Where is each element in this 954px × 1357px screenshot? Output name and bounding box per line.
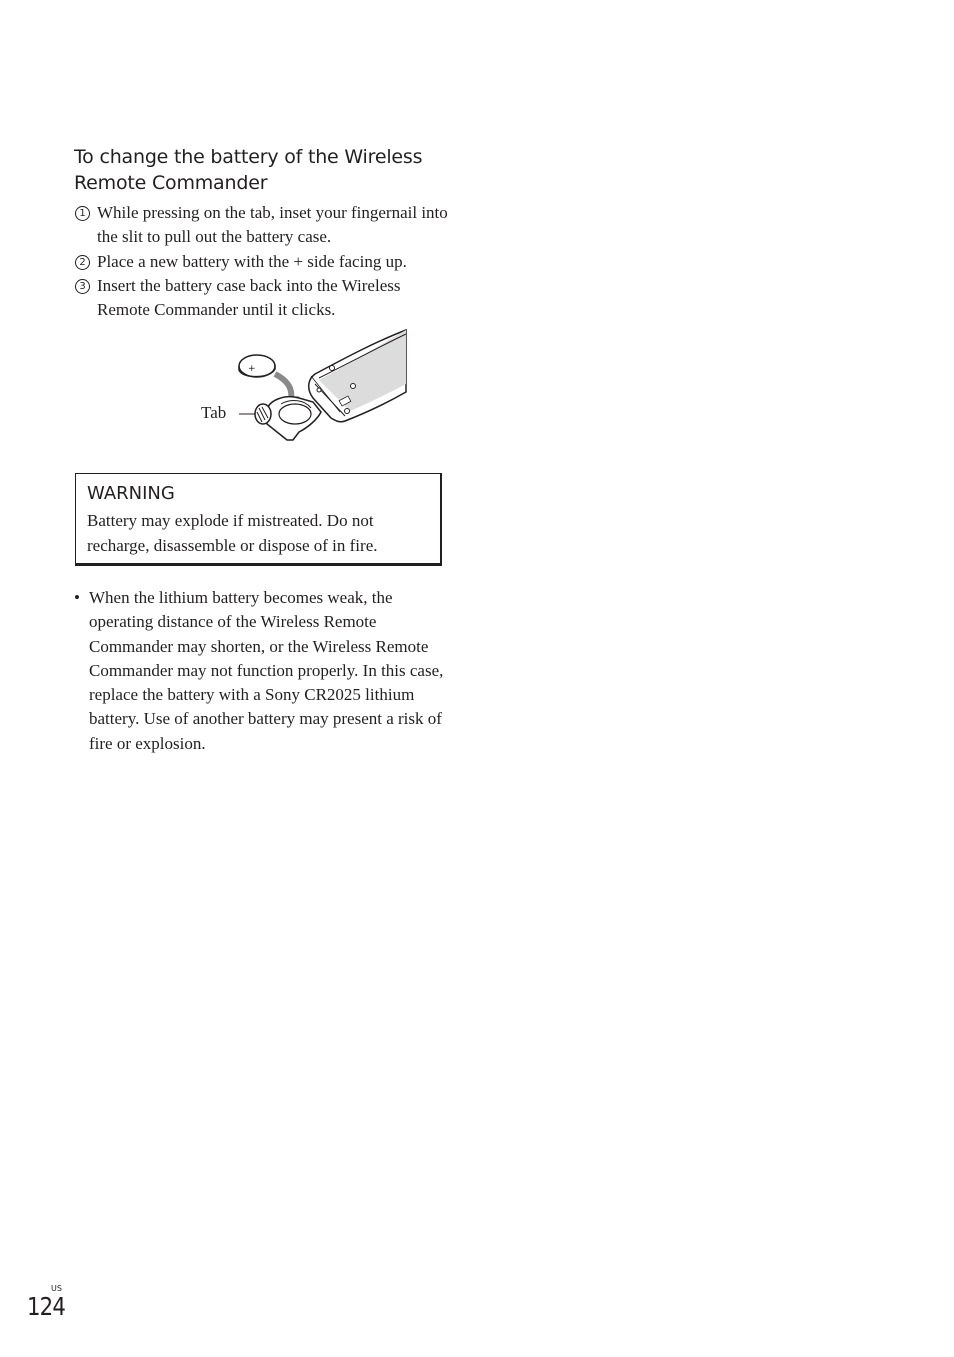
steps-list xyxy=(74,201,449,322)
step-item xyxy=(74,274,449,323)
page-number: 124 xyxy=(27,1292,66,1321)
region-code: US xyxy=(51,1284,62,1293)
note-text: When the lithium battery becomes weak, the operating distance of the Wireless Remote Commander may shorten, or the Wireless Remote Commander may not function properly. In this case, replace the battery with a Sony CR2025 lithium battery. Use of another battery may present a risk of fire or explosion. xyxy=(89,588,444,753)
step-number: 3 xyxy=(75,279,90,294)
tab-label: Tab xyxy=(201,403,227,422)
step-text: Insert the battery case back into the Wireless Remote Commander until it clicks. xyxy=(97,275,401,320)
step-number: 2 xyxy=(75,255,90,270)
remote-battery-diagram-icon xyxy=(195,328,410,448)
step-text: Place a new battery with the + side facing up. xyxy=(97,251,407,271)
warning-text: Battery may explode if mistreated. Do not recharge, disassemble or dispose of in fire. xyxy=(87,511,378,555)
battery-plus-mark: + xyxy=(248,364,256,374)
warning-box xyxy=(75,473,442,566)
step-text: While pressing on the tab, inset your fingernail into the slit to pull out the battery case. xyxy=(97,203,448,247)
step-item xyxy=(74,250,449,274)
note-item xyxy=(74,586,444,756)
section-heading: To change the battery of the Wireless Remote Commander xyxy=(74,146,423,194)
warning-title: WARNING xyxy=(87,483,175,504)
step-number: 1 xyxy=(75,206,90,221)
step-item xyxy=(74,201,449,250)
bullet-icon: • xyxy=(74,588,80,607)
